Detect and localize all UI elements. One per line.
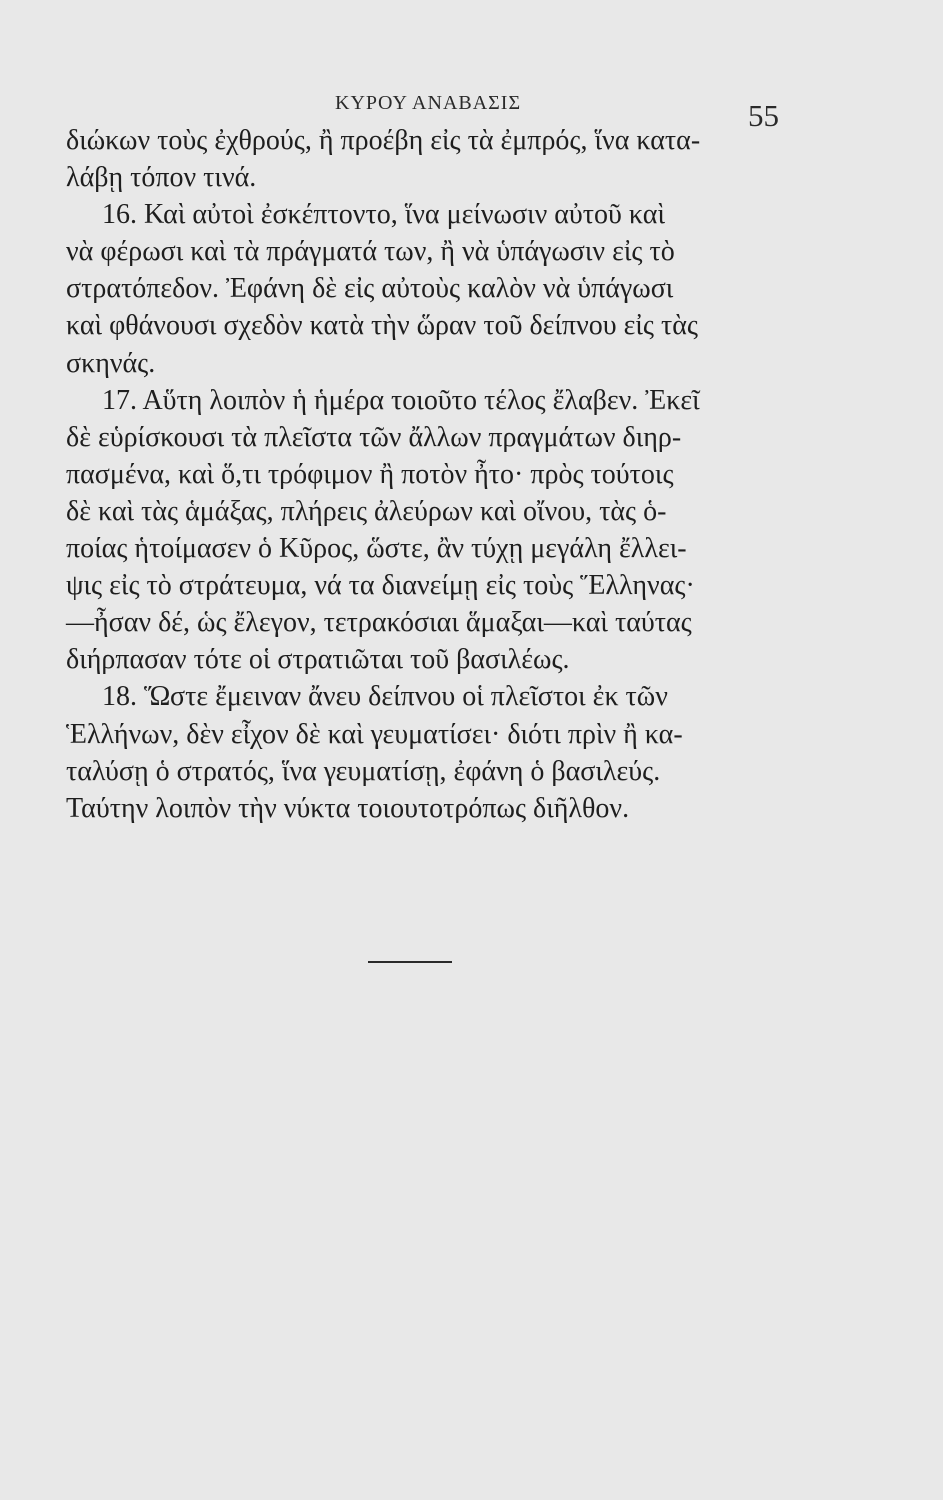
- text-line: ταλύσῃ ὁ στρατός, ἵνα γευματίσῃ, ἐφάνη ὁ βασιλεύς.: [66, 755, 661, 787]
- text-line: 16. Καὶ αὐτοὶ ἐσκέπτοντο, ἵνα μείνωσιν αὐτοῦ καὶ: [102, 199, 665, 231]
- text-line: Ταύτην λοιπὸν τὴν νύκτα τοιουτοτρόπως διῆλθον.: [66, 792, 630, 824]
- page-number: 55: [748, 98, 779, 133]
- text-line: ποίας ἡτοίμασεν ὁ Κῦρος, ὥστε, ἂν τύχῃ μεγάλη ἔλλει-: [66, 533, 687, 565]
- text-line: δὲ εὑρίσκουσι τὰ πλεῖστα τῶν ἄλλων πραγμάτων διηρ-: [66, 421, 682, 453]
- text-line: διώκων τοὺς ἐχθρούς, ἢ προέβη εἰς τὰ ἐμπρός, ἵνα κατα-: [66, 125, 701, 156]
- text-line: Ἑλλήνων, δὲν εἶχον δὲ καὶ γευματίσει· διότι πρὶν ἢ κα-: [66, 718, 683, 750]
- text-line: διήρπασαν τότε οἱ στρατιῶται τοῦ βασιλέως.: [66, 644, 570, 676]
- running-header: ΚΥΡΟΥ ΑΝΑΒΑΣΙΣ: [335, 92, 522, 114]
- text-line: 18. Ὥστε ἔμειναν ἄνευ δείπνου οἱ πλεῖστοι ἐκ τῶν: [102, 681, 668, 713]
- text-line: πασμένα, καὶ ὅ,τι τρόφιμον ἢ ποτὸν ἦτο· πρὸς τούτοις: [66, 458, 674, 490]
- body-text: [66, 122, 786, 827]
- text-line: νὰ φέρωσι καὶ τὰ πράγματά των, ἢ νὰ ὑπάγωσιν εἰς τὸ: [66, 236, 675, 268]
- text-line: σκηνάς.: [66, 347, 156, 379]
- text-line: στρατόπεδον. Ἐφάνη δὲ εἰς αὐτοὺς καλὸν νὰ ὑπάγωσι: [66, 273, 674, 305]
- text-line: λάβῃ τόπον τινά.: [66, 162, 257, 194]
- text-line: ψις εἰς τὸ στράτευμα, νά τα διανείμῃ εἰς τοὺς Ἕλληνας·: [66, 570, 695, 602]
- section-divider: [368, 961, 452, 963]
- text-line: —ἦσαν δέ, ὡς ἔλεγον, τετρακόσιαι ἅμαξαι—καὶ ταύτας: [66, 607, 692, 639]
- text-line: καὶ φθάνουσι σχεδὸν κατὰ τὴν ὥραν τοῦ δείπνου εἰς τὰς: [66, 310, 698, 342]
- text-line: δὲ καὶ τὰς ἁμάξας, πλήρεις ἀλεύρων καὶ οἴνου, τὰς ὁ-: [66, 495, 667, 527]
- text-line: 17. Αὕτη λοιπὸν ἡ ἡμέρα τοιοῦτο τέλος ἔλαβεν. Ἐκεῖ: [102, 384, 700, 416]
